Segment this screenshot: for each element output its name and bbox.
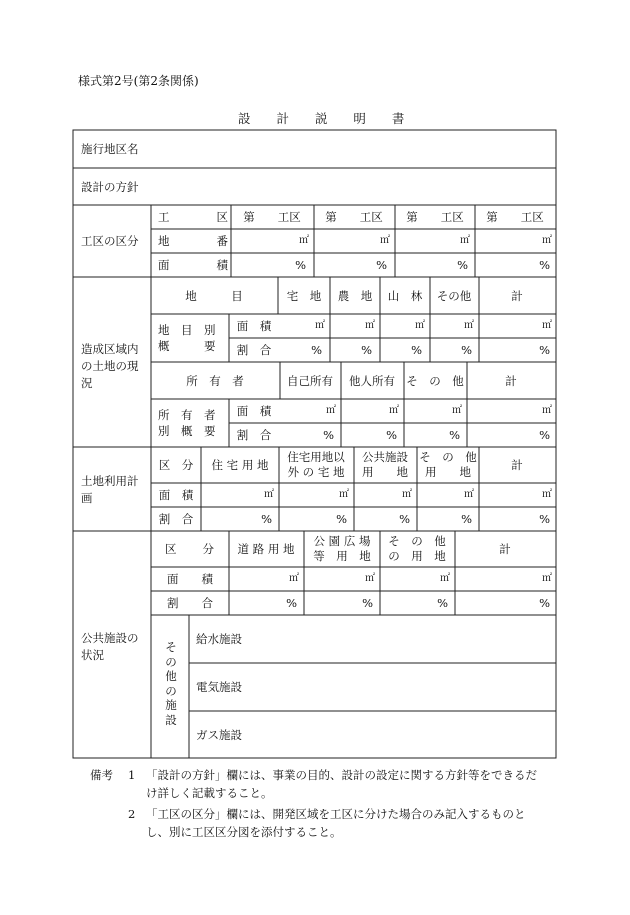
note-2-line-2: し、別に工区区分図を添付すること。 [146, 825, 342, 839]
ku-col-3: 第 工区 [406, 210, 464, 224]
district-name-label: 施行地区名 [81, 142, 139, 156]
public-area-unit-3: ㎡ [440, 573, 450, 584]
land-area-unit-3: ㎡ [415, 320, 425, 331]
use-area-unit-4: ㎡ [464, 489, 474, 500]
land-area-unit-2: ㎡ [365, 320, 375, 331]
public-area-unit-4: ㎡ [542, 573, 552, 584]
owner-ratio-unit-3: % [449, 428, 460, 442]
use-col-residential: 住 宅 用 地 [211, 458, 269, 472]
public-kubun-header: 区 分 [165, 542, 215, 556]
use-col-other: そ の 他 用 地 [419, 450, 477, 479]
use-ratio-unit-5: % [539, 512, 550, 526]
land-ratio-label-2: 割 合 [236, 428, 272, 442]
owner-area-unit-1: ㎡ [326, 405, 336, 416]
owner-col-self: 自己所有 [287, 374, 333, 388]
use-ratio-unit-3: % [399, 512, 410, 526]
land-area-label-2: 面 積 [236, 404, 272, 418]
use-kubun-header: 区 分 [158, 458, 194, 472]
public-area-label: 面 積 [167, 572, 213, 586]
public-section-label: 公共施設の状況 [81, 631, 139, 662]
facility-gas: ガス施設 [196, 728, 242, 742]
design-policy-label: 設計の方針 [81, 180, 139, 194]
ku-col-2: 第 工区 [325, 210, 383, 224]
ku-area-unit-2: % [376, 258, 387, 272]
public-ratio-unit-1: % [286, 596, 297, 610]
public-ratio-unit-2: % [362, 596, 373, 610]
land-col-farm: 農 地 [337, 289, 373, 303]
land-ratio-unit-4: % [461, 343, 472, 357]
use-area-unit-3: ㎡ [402, 489, 412, 500]
owner-ratio-unit-2: % [386, 428, 397, 442]
public-col-total: 計 [499, 542, 511, 556]
ku-col-4: 第 工区 [486, 210, 544, 224]
public-col-other: そ の 他 の 用 地 [388, 534, 446, 563]
public-ratio-label: 割 合 [167, 596, 213, 610]
use-area-unit-1: ㎡ [264, 489, 274, 500]
land-ratio-unit-3: % [411, 343, 422, 357]
land-area-unit-1: ㎡ [315, 320, 325, 331]
land-ratio-unit-1: % [311, 343, 322, 357]
owner-by-type-label: 所 有 者 別 概 要 [158, 408, 216, 438]
ku-lot-unit-4: ㎡ [542, 235, 552, 246]
owner-ratio-unit-4: % [539, 428, 550, 442]
form-id: 様式第2号(第2条関係) [78, 74, 199, 88]
use-area-label: 面 積 [158, 488, 194, 502]
ku-area-unit-1: % [295, 258, 306, 272]
owner-col-other: そ の 他 [406, 374, 464, 388]
ku-lot-label-2: 番 [216, 234, 228, 248]
use-ratio-label: 割 合 [158, 512, 194, 526]
owner-header: 所 有 者 [186, 374, 244, 388]
owner-col-total: 計 [505, 374, 517, 388]
ku-area-unit-3: % [457, 258, 468, 272]
other-facilities-label: その他の施設 [165, 640, 177, 727]
notes-label: 備考 [90, 768, 113, 782]
land-use-section-label: 土地利用計画 [81, 474, 139, 505]
public-area-unit-2: ㎡ [365, 573, 375, 584]
land-ratio-unit-5: % [539, 343, 550, 357]
owner-area-unit-4: ㎡ [542, 405, 552, 416]
note-1-line-2: け詳しく記載すること。 [146, 786, 273, 800]
use-col-other-residential: 住宅用地以 外 の 宅 地 [287, 450, 345, 479]
ku-header-k1: 工 [158, 210, 170, 224]
ku-lot-unit-3: ㎡ [460, 235, 470, 246]
owner-area-unit-2: ㎡ [389, 405, 399, 416]
ku-section-label: 工区の区分 [81, 234, 139, 248]
ku-area-label-1: 面 [158, 258, 170, 272]
note-1-number: 1 [128, 768, 136, 782]
land-col-forest: 山 林 [387, 289, 423, 303]
public-ratio-unit-3: % [437, 596, 448, 610]
use-ratio-unit-2: % [336, 512, 347, 526]
public-col-road: 道 路 用 地 [237, 542, 295, 556]
note-2-number: 2 [128, 807, 136, 821]
land-col-other: その他 [436, 289, 472, 303]
use-col-public: 公共施設 用 地 [362, 450, 408, 479]
ku-lot-unit-1: ㎡ [299, 235, 309, 246]
owner-ratio-unit-1: % [323, 428, 334, 442]
note-2-line-1: 「工区の区分」欄には、開発区域を工区に分けた場合のみ記入するものと [146, 807, 526, 821]
land-by-type-label: 地 目 別 概 要 [158, 323, 216, 353]
land-ratio-label-1: 割 合 [236, 343, 272, 357]
land-ratio-unit-2: % [361, 343, 372, 357]
ku-lot-unit-2: ㎡ [380, 235, 390, 246]
ku-col-1: 第 工区 [243, 210, 301, 224]
public-col-park: 公 園 広 場 等 用 地 [313, 534, 371, 563]
public-ratio-unit-4: % [539, 596, 550, 610]
facility-electric: 電気施設 [196, 680, 242, 694]
land-chimoku-header: 地 目 [185, 289, 243, 303]
land-area-label-1: 面 積 [236, 319, 272, 333]
land-col-residential: 宅 地 [286, 289, 322, 303]
ku-header-k2: 区 [216, 210, 228, 224]
note-1-line-1: 「設計の方針」欄には、事業の目的、設計の設定に関する方針等をできるだ [146, 768, 537, 782]
use-ratio-unit-1: % [261, 512, 272, 526]
use-area-unit-2: ㎡ [339, 489, 349, 500]
land-section-label: 造成区域内の土地の現況 [81, 342, 139, 390]
facility-water: 給水施設 [196, 632, 242, 646]
owner-col-others: 他人所有 [349, 374, 395, 388]
ku-area-label-2: 積 [216, 258, 228, 272]
use-col-total: 計 [511, 458, 523, 472]
land-area-unit-4: ㎡ [464, 320, 474, 331]
use-area-unit-5: ㎡ [542, 489, 552, 500]
ku-area-unit-4: % [539, 258, 550, 272]
ku-lot-label-1: 地 [158, 234, 170, 248]
public-area-unit-1: ㎡ [289, 573, 299, 584]
document-title: 設 計 説 明 書 [238, 111, 407, 126]
use-ratio-unit-4: % [461, 512, 472, 526]
land-col-total: 計 [511, 289, 523, 303]
owner-area-unit-3: ㎡ [452, 405, 462, 416]
land-area-unit-5: ㎡ [542, 320, 552, 331]
